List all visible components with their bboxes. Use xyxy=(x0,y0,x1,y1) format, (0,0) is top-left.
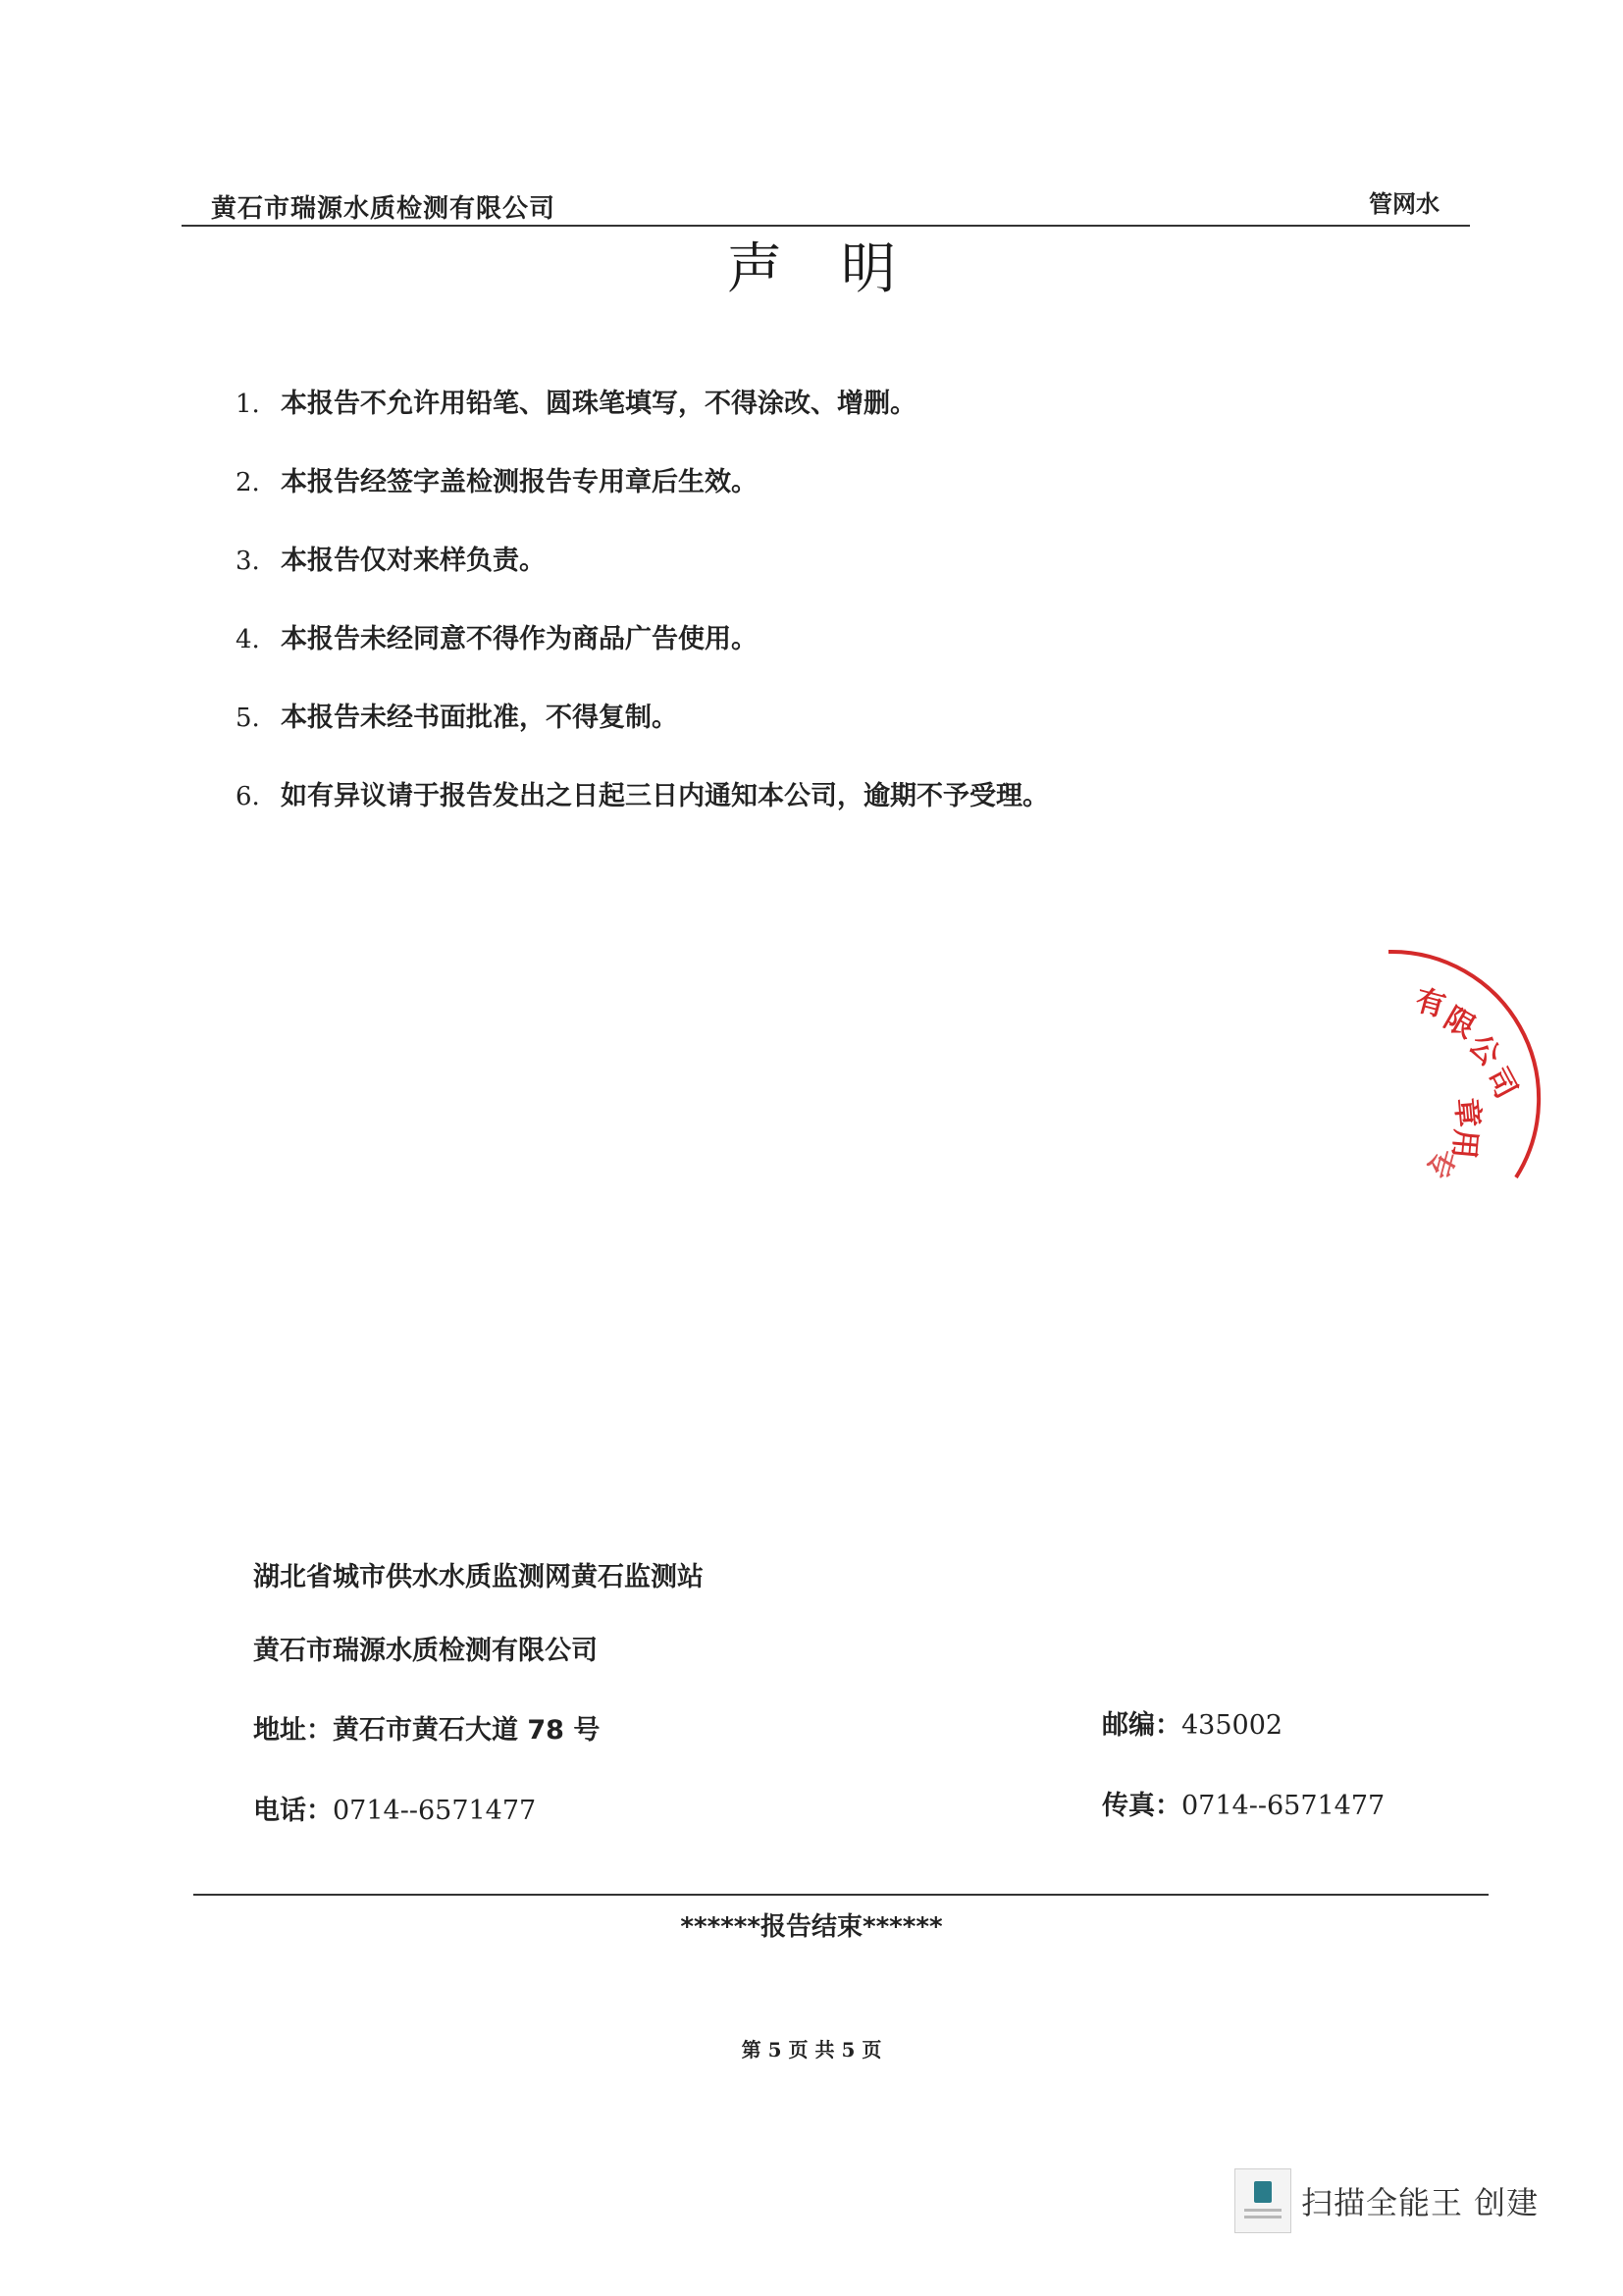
footer-rule xyxy=(193,1894,1489,1896)
page-number: 第 5 页 共 5 页 xyxy=(741,2038,882,2061)
svg-text:专: 专 xyxy=(1419,1144,1461,1182)
list-item xyxy=(236,540,1049,618)
report-end-marker: ******报告结束****** xyxy=(680,1912,943,1942)
company-seal-stamp xyxy=(1369,927,1545,1212)
scanner-logo-icon xyxy=(1234,2168,1291,2233)
item-number: 4. xyxy=(236,625,260,654)
svg-text:司: 司 xyxy=(1479,1062,1524,1105)
postcode-value: 435002 xyxy=(1181,1710,1283,1741)
svg-text:限: 限 xyxy=(1438,1001,1482,1046)
svg-text:章: 章 xyxy=(1448,1096,1486,1129)
statement-list xyxy=(236,383,1049,854)
item-number: 2. xyxy=(236,468,260,497)
org-name-1: 湖北省城市供水水质监测网黄石监测站 xyxy=(253,1562,704,1592)
org-name-2: 黄石市瑞源水质检测有限公司 xyxy=(253,1636,598,1666)
header-category: 管网水 xyxy=(1369,190,1440,218)
svg-text:有: 有 xyxy=(1411,982,1449,1024)
fax-value: 0714--6571477 xyxy=(1181,1791,1386,1821)
svg-text:公: 公 xyxy=(1461,1027,1507,1073)
list-item xyxy=(236,461,1049,540)
header-company: 黄石市瑞源水质检测有限公司 xyxy=(211,194,556,224)
fax-label: 传真： xyxy=(1102,1791,1181,1821)
phone-value: 0714--6571477 xyxy=(333,1796,537,1826)
seal-text xyxy=(1412,983,1524,1182)
address-label: 地址： xyxy=(253,1715,333,1746)
item-number: 6. xyxy=(236,782,260,811)
fax-row xyxy=(1102,1784,1385,1822)
item-text: 本报告经签字盖检测报告专用章后生效。 xyxy=(281,467,758,497)
postcode-row xyxy=(1102,1703,1283,1742)
phone-label: 电话： xyxy=(253,1796,333,1826)
item-text: 本报告未经同意不得作为商品广告使用。 xyxy=(281,624,758,654)
list-item xyxy=(236,383,1049,461)
scanner-watermark-text: 扫描全能王 创建 xyxy=(1301,2184,1540,2221)
address-value: 黄石市黄石大道 78 号 xyxy=(333,1715,601,1746)
item-text: 本报告不允许用铅笔、圆珠笔填写，不得涂改、增删。 xyxy=(281,389,916,419)
list-item xyxy=(236,697,1049,775)
item-number: 1. xyxy=(236,390,260,419)
address-row xyxy=(253,1708,600,1747)
scanner-watermark xyxy=(1234,2168,1539,2233)
item-text: 本报告未经书面批准，不得复制。 xyxy=(281,703,678,733)
postcode-label: 邮编： xyxy=(1102,1710,1181,1741)
svg-text:用: 用 xyxy=(1445,1127,1483,1161)
page-title: 声明 xyxy=(727,237,955,301)
item-text: 本报告仅对来样负责。 xyxy=(281,546,546,576)
item-number: 5. xyxy=(236,704,260,733)
item-number: 3. xyxy=(236,547,260,576)
list-item xyxy=(236,775,1049,854)
phone-row xyxy=(253,1789,536,1827)
list-item xyxy=(236,618,1049,697)
item-text: 如有异议请于报告发出之日起三日内通知本公司，逾期不予受理。 xyxy=(281,781,1049,811)
